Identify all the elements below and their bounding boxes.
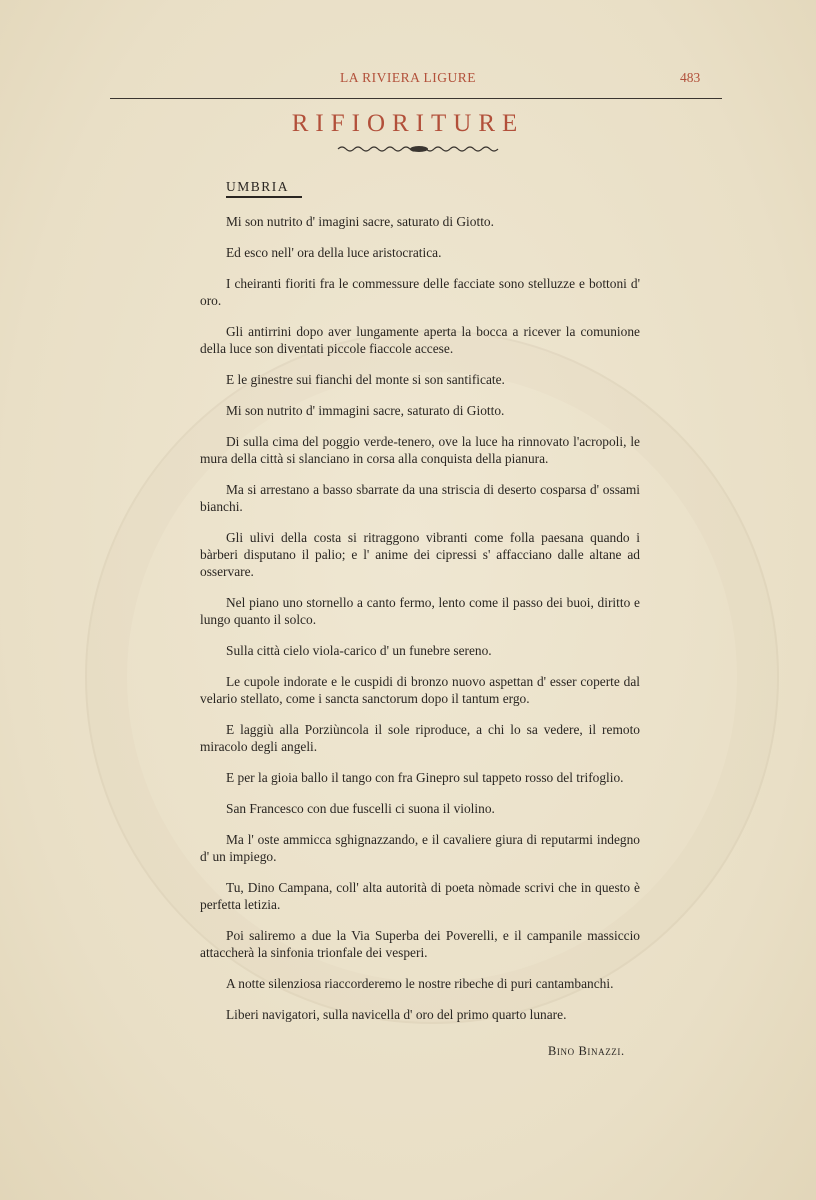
paragraph: Liberi navigatori, sulla navicella d' oro del primo quarto lunare. <box>226 1007 567 1022</box>
paragraph: E laggiù alla Porziùncola il sole riproduce, a chi lo sa vedere, il remoto miracolo degli angeli. <box>200 722 640 754</box>
paragraph: Ed esco nell' ora della luce aristocratica. <box>226 245 442 260</box>
paragraph: Sulla città cielo viola-carico d' un funebre sereno. <box>226 643 492 658</box>
wavy-ornament <box>336 144 502 154</box>
paragraph: Di sulla cima del poggio verde-tenero, ove la luce ha rinnovato l'acropoli, le mura della città si slanciano in corsa alla conquista della pianura. <box>200 434 640 466</box>
journal-title: LA RIVIERA LIGURE <box>340 70 476 85</box>
paragraph: Poi saliremo a due la Via Superba dei Poverelli, e il campanile massiccio attaccherà la sinfonia trionfale dei vesperi. <box>200 928 640 960</box>
paragraph: Le cupole indorate e le cuspidi di bronzo nuovo aspettan d' esser coperte dal velario stellato, come i sancta sanctorum dopo il tantum ergo. <box>200 674 640 706</box>
poem-body <box>200 213 640 1035</box>
paragraph: Gli antirrini dopo aver lungamente aperta la bocca a ricever la comunione della luce son diventati piccole fiaccole accese. <box>200 324 640 356</box>
section-title: RIFIORITURE <box>291 110 525 137</box>
paragraph: Ma l' oste ammicca sghignazzando, e il cavaliere giura di reputarmi indegno d' un impiego. <box>200 832 640 864</box>
page-number: 483 <box>680 70 701 85</box>
paragraph: San Francesco con due fuscelli ci suona il violino. <box>226 801 495 816</box>
paragraph: Gli ulivi della costa si ritraggono vibranti come folla paesana quando i bàrberi disputano il palio; e l' anime dei cipressi s' affacciano dalle altane ad osservare. <box>200 530 640 579</box>
paragraph: E le ginestre sui fianchi del monte si son santificate. <box>226 372 505 387</box>
paragraph: A notte silenziosa riaccorderemo le nostre ribeche di puri cantambanchi. <box>226 976 614 991</box>
poem-subtitle: UMBRIA <box>226 179 290 194</box>
author-signature: Bino Binazzi. <box>548 1044 625 1058</box>
paragraph: Ma si arrestano a basso sbarrate da una striscia di deserto cosparsa d' ossami bianchi. <box>200 482 640 514</box>
paragraph: Mi son nutrito d' imagini sacre, saturato di Giotto. <box>226 214 494 229</box>
paragraph: Mi son nutrito d' immagini sacre, saturato di Giotto. <box>226 403 505 418</box>
header-rule <box>110 98 722 99</box>
paragraph: Tu, Dino Campana, coll' alta autorità di poeta nòmade scrivi che in questo è perfetta letizia. <box>200 880 640 912</box>
subtitle-underline <box>226 196 302 198</box>
running-head <box>0 70 816 92</box>
paragraph: Nel piano uno stornello a canto fermo, lento come il passo dei buoi, diritto e lungo quanto il solco. <box>200 595 640 627</box>
paragraph: I cheiranti fioriti fra le commessure delle facciate sono stelluzze e bottoni d' oro. <box>200 276 640 308</box>
paragraph: E per la gioia ballo il tango con fra Ginepro sul tappeto rosso del trifoglio. <box>226 770 624 785</box>
